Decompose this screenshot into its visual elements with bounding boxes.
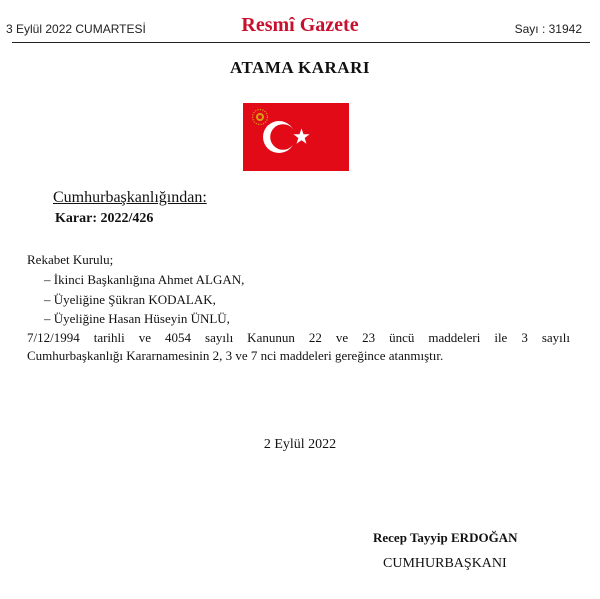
signatory-name bbox=[373, 530, 517, 546]
gazette-name: Resmî Gazete bbox=[241, 14, 359, 36]
signatory-office: CUMHURBAŞKANI bbox=[383, 556, 507, 571]
signatory-surname: ERDOĞAN bbox=[451, 530, 518, 545]
header-date: 3 Eylül 2022 CUMARTESİ bbox=[6, 22, 146, 36]
paragraph-line: 7/12/1994 tarihli ve 4054 sayılı Kanunun 22 ve 23 üncü maddeleri ile 3 sayılı bbox=[27, 330, 570, 345]
issuing-authority: Cumhurbaşkanlığından: bbox=[53, 189, 207, 206]
issue-number: Sayı : 31942 bbox=[514, 22, 582, 36]
institution-intro: Rekabet Kurulu; bbox=[27, 252, 114, 267]
turkish-flag-icon bbox=[243, 103, 349, 171]
decision-number: Karar: 2022/426 bbox=[55, 211, 154, 226]
list-item: – Üyeliğine Şükran KODALAK, bbox=[44, 291, 216, 307]
header-divider bbox=[12, 42, 590, 43]
decision-date: 2 Eylül 2022 bbox=[263, 437, 337, 452]
list-item: – İkinci Başkanlığına Ahmet ALGAN, bbox=[44, 272, 245, 287]
signatory-first-names: Recep Tayyip bbox=[373, 530, 448, 545]
list-item: – Üyeliğine Hasan Hüseyin ÜNLÜ, bbox=[44, 311, 230, 326]
document-title: ATAMA KARARI bbox=[230, 58, 370, 77]
legal-basis-paragraph bbox=[27, 329, 570, 365]
appointment-list bbox=[44, 270, 244, 329]
paragraph-line: Cumhurbaşkanlığı Kararnamesinin 2, 3 ve 7 nci maddeleri gereğince atanmıştır. bbox=[27, 348, 444, 363]
